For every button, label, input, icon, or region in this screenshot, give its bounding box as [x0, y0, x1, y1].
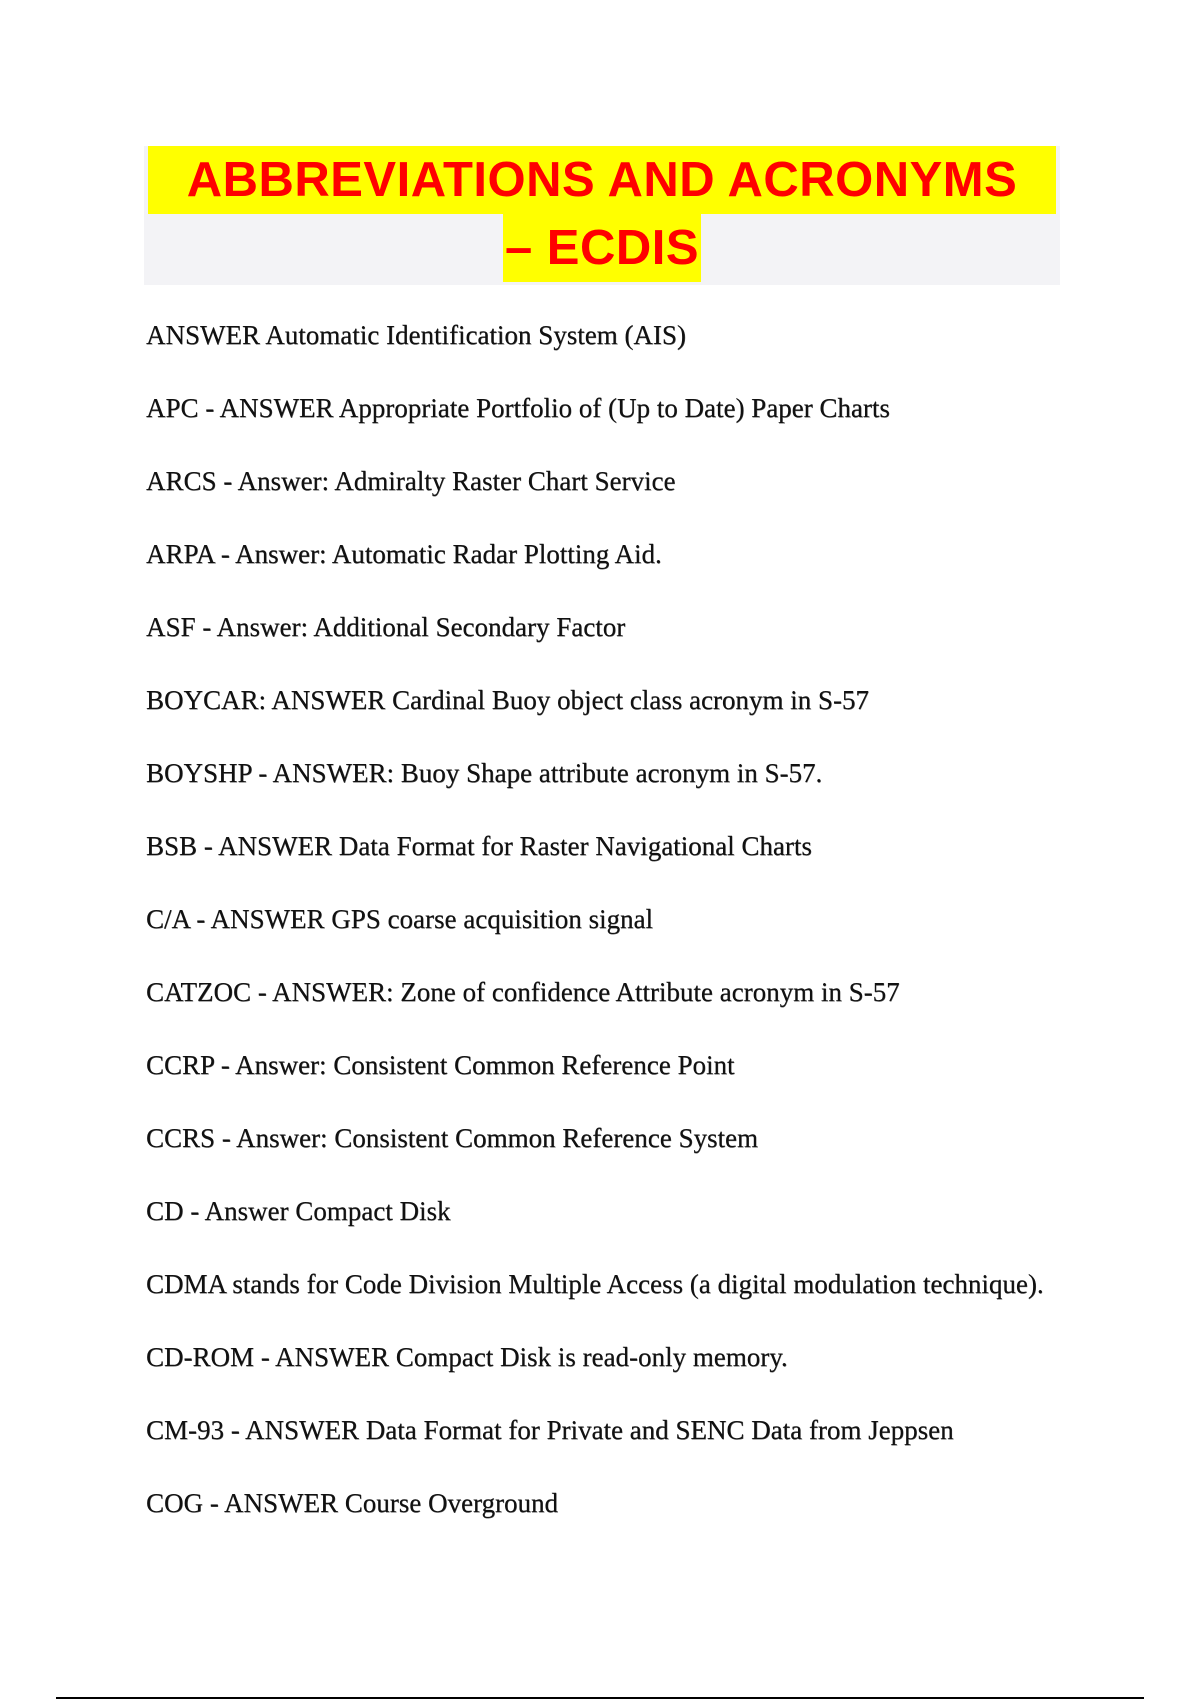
- list-item: CM-93 - ANSWER Data Format for Private and SENC Data from Jeppsen: [146, 1415, 954, 1445]
- title-line-2: – ECDIS: [503, 214, 701, 282]
- list-item: BOYSHP - ANSWER: Buoy Shape attribute acronym in S-57.: [146, 758, 823, 788]
- list-item: BSB - ANSWER Data Format for Raster Navigational Charts: [146, 831, 812, 861]
- list-item: CD-ROM - ANSWER Compact Disk is read-only memory.: [146, 1342, 788, 1372]
- list-item: CATZOC - ANSWER: Zone of confidence Attribute acronym in S-57: [146, 977, 900, 1007]
- document-title: [144, 146, 1060, 285]
- list-item: APC - ANSWER Appropriate Portfolio of (Up to Date) Paper Charts: [146, 393, 890, 423]
- footer-divider: [56, 1697, 1144, 1699]
- list-item: ARCS - Answer: Admiralty Raster Chart Service: [146, 466, 676, 496]
- list-item: CDMA stands for Code Division Multiple Access (a digital modulation technique).: [146, 1269, 1044, 1299]
- list-item: CCRP - Answer: Consistent Common Reference Point: [146, 1050, 735, 1080]
- list-item: COG - ANSWER Course Overground: [146, 1488, 558, 1518]
- abbreviation-list: [146, 317, 1086, 1558]
- list-item: ARPA - Answer: Automatic Radar Plotting Aid.: [146, 539, 662, 569]
- title-line-1: ABBREVIATIONS AND ACRONYMS: [148, 146, 1056, 214]
- list-item: C/A - ANSWER GPS coarse acquisition signal: [146, 904, 653, 934]
- list-item: ANSWER Automatic Identification System (AIS): [146, 320, 686, 350]
- list-item: CD - Answer Compact Disk: [146, 1196, 451, 1226]
- list-item: CCRS - Answer: Consistent Common Reference System: [146, 1123, 758, 1153]
- list-item: ASF - Answer: Additional Secondary Factor: [146, 612, 626, 642]
- list-item: BOYCAR: ANSWER Cardinal Buoy object class acronym in S-57: [146, 685, 869, 715]
